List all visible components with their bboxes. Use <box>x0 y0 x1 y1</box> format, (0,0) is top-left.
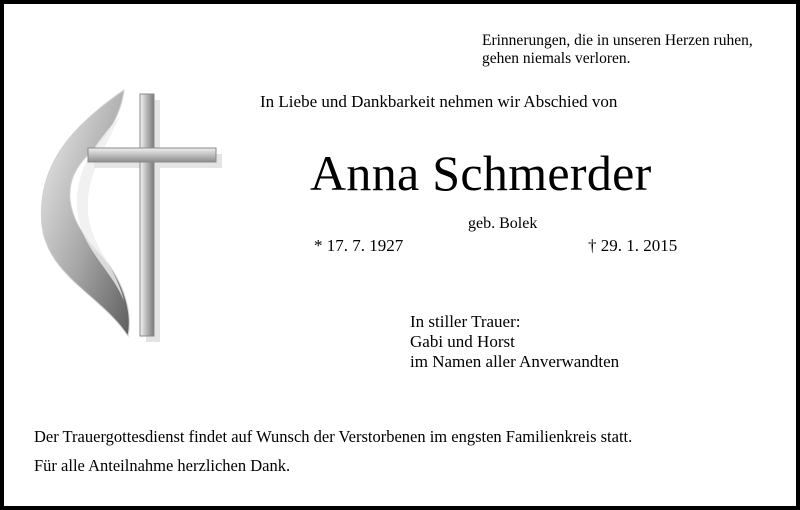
farewell-intro: In Liebe und Dankbarkeit nehmen wir Abschied von <box>260 92 618 111</box>
death-date: † 29. 1. 2015 <box>588 236 678 255</box>
maiden-name: geb. Bolek <box>468 215 538 232</box>
memorial-quote <box>482 32 782 68</box>
mourners-line: In stiller Trauer: <box>410 312 521 331</box>
birth-date: * 17. 7. 1927 <box>314 236 404 255</box>
cross-flame-icon <box>32 86 232 346</box>
mourners-block <box>410 312 619 372</box>
deceased-name: Anna Schmerder <box>310 145 652 201</box>
service-note: Der Trauergottesdienst findet auf Wunsch der Verstorbenen im engsten Familienkreis statt. <box>34 427 633 446</box>
quote-line: gehen niemals verloren. <box>482 50 631 67</box>
quote-line: Erinnerungen, die in unseren Herzen ruhen, <box>482 32 753 49</box>
thanks-note: Für alle Anteilnahme herzlichen Dank. <box>34 456 291 475</box>
mourners-line: Gabi und Horst <box>410 332 515 351</box>
mourners-line: im Namen aller Anverwandten <box>410 352 620 371</box>
